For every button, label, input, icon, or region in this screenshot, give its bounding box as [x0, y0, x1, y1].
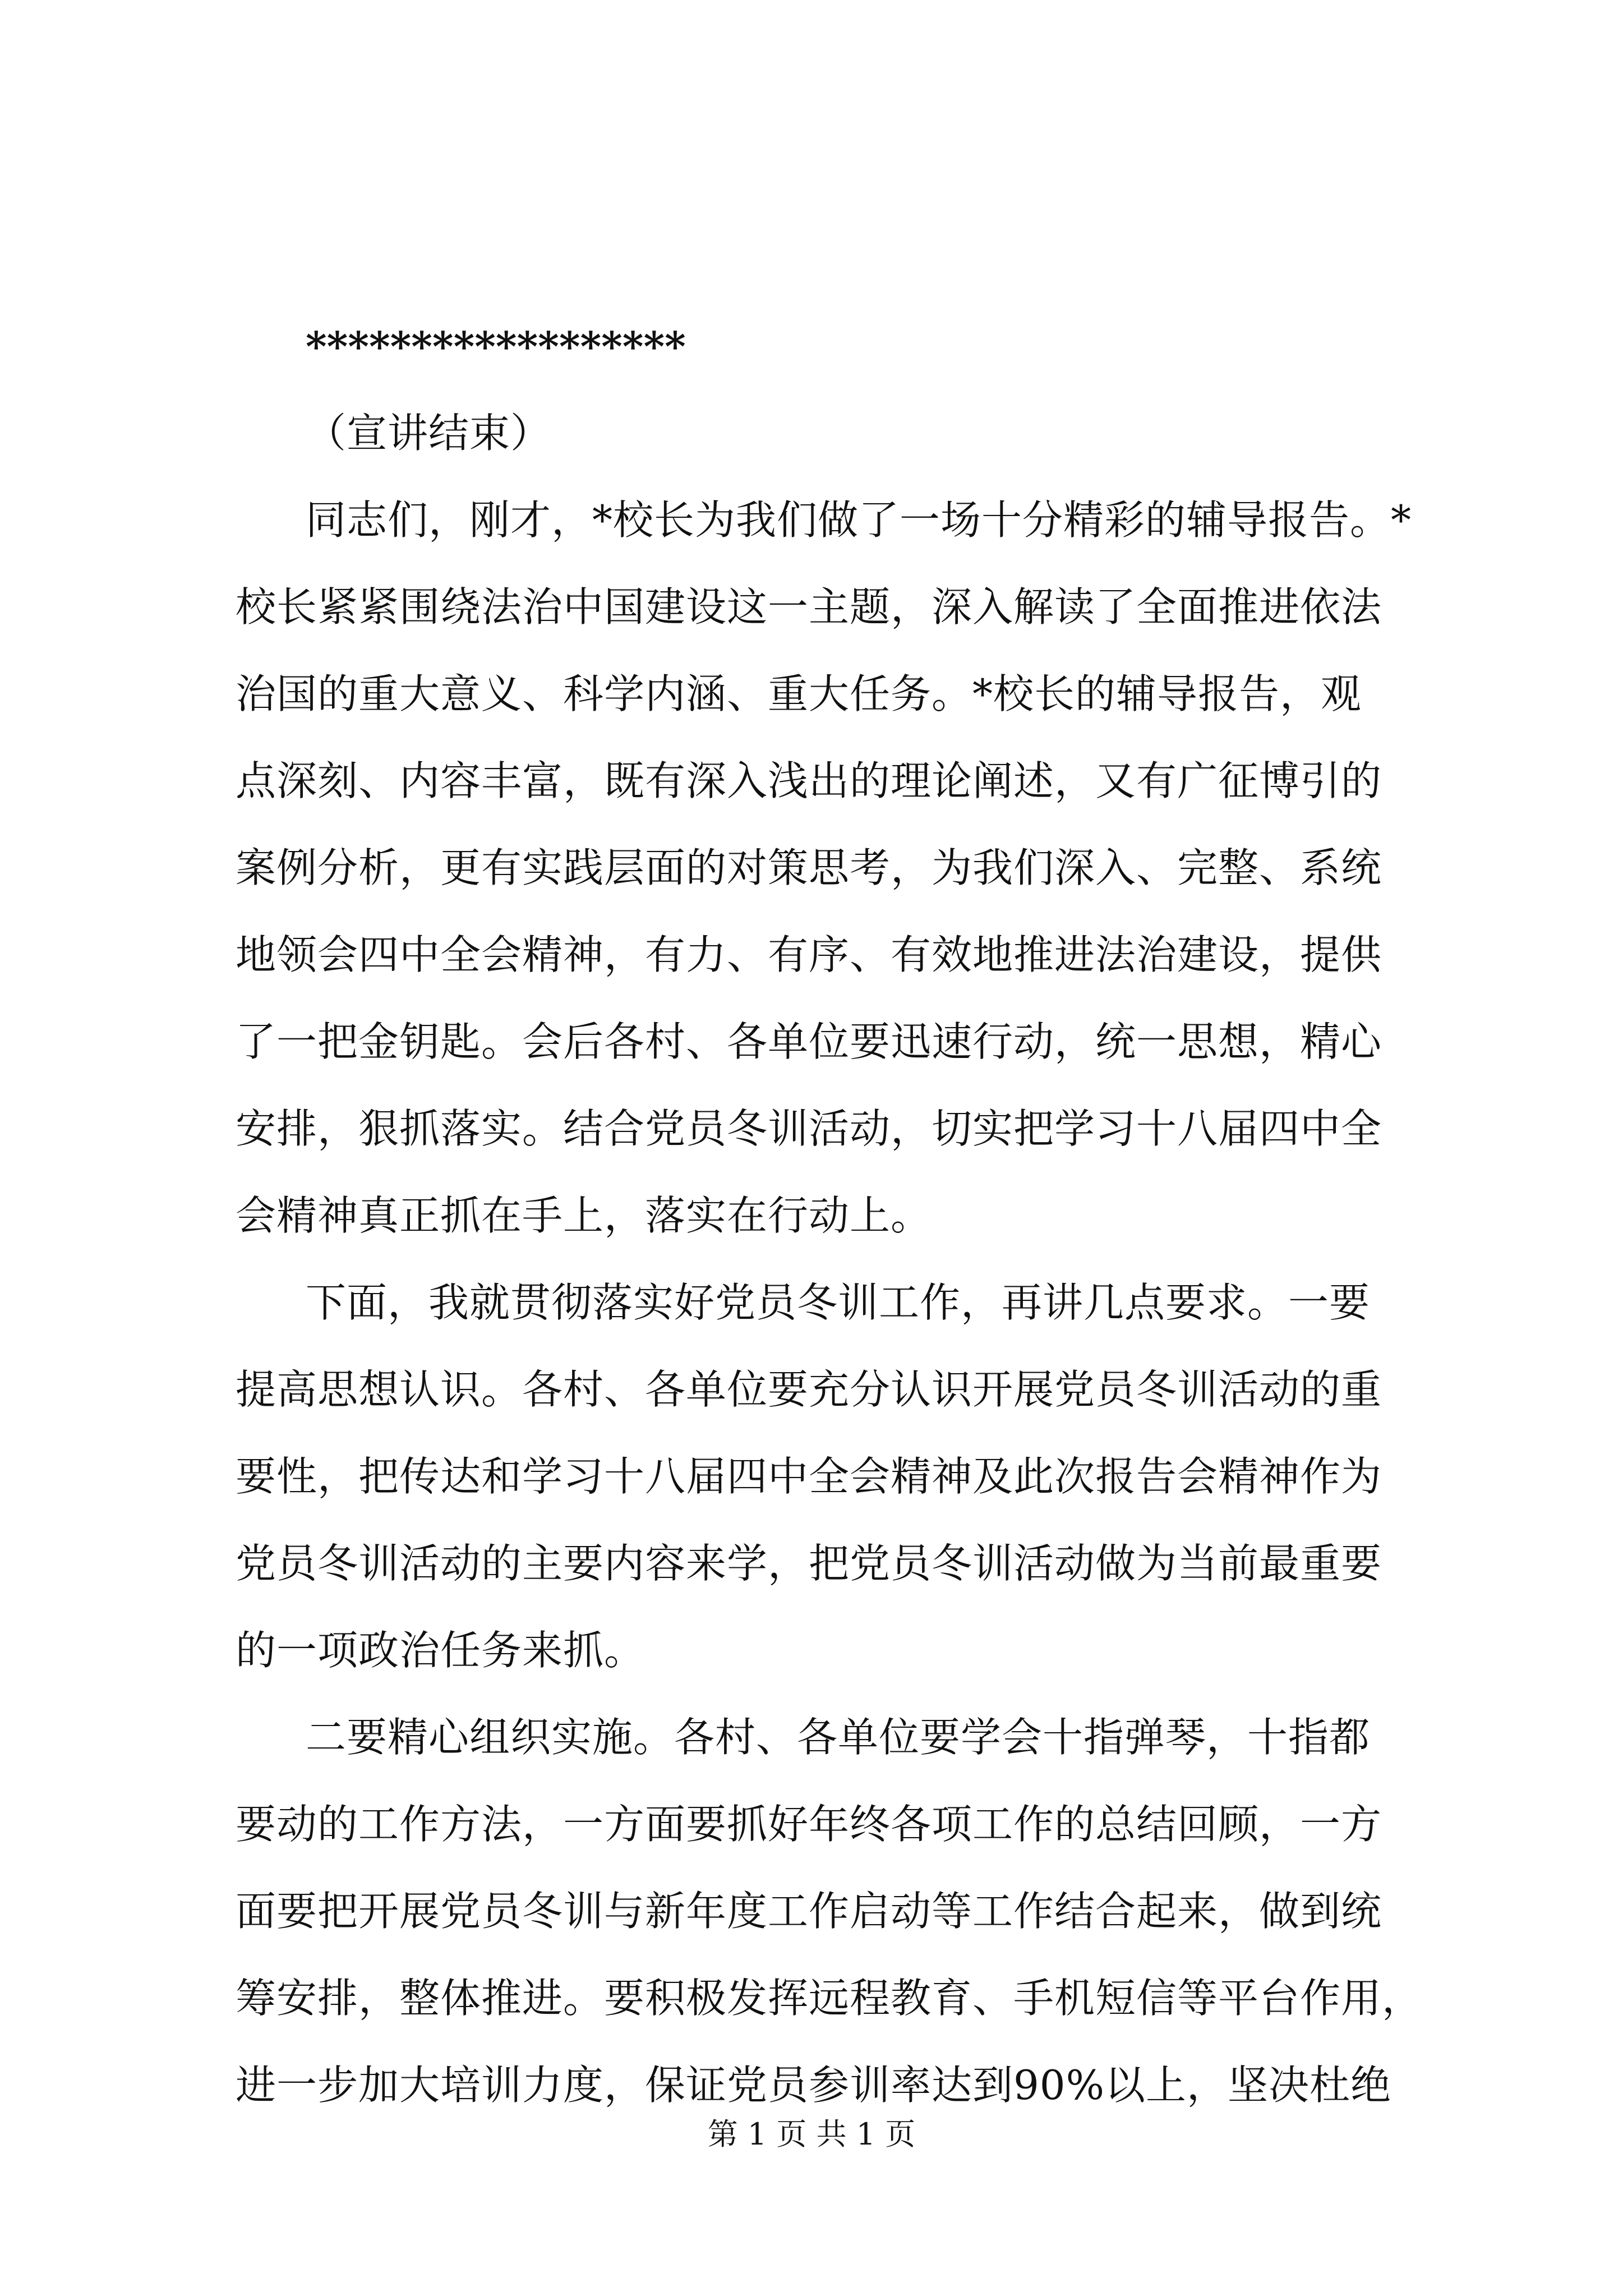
paragraph-line: 二要精心组织实施。各村、各单位要学会十指弹琴，十指都: [306, 1714, 1371, 1761]
paragraph-line: 要动的工作方法，一方面要抓好年终各项工作的总结回顾，一方: [236, 1801, 1382, 1848]
paragraph-line: 点深刻、内容丰富，既有深入浅出的理论阐述，又有广征博引的: [236, 757, 1382, 804]
paragraph-line: 面要把开展党员冬训与新年度工作启动等工作结合起来，做到统: [236, 1888, 1382, 1935]
paragraph-1: [236, 477, 1469, 1259]
paragraph-line: 校长紧紧围绕法治中国建设这一主题，深入解读了全面推进依法: [236, 583, 1382, 631]
paragraph-line: 同志们，刚才，*校长为我们做了一场十分精彩的辅导报告。*: [306, 496, 1412, 544]
paragraph-line: 案例分析，更有实践层面的对策思考，为我们深入、完整、系统: [236, 844, 1382, 891]
paragraph-line: 了一把金钥匙。会后各村、各单位要迅速行动，统一思想，精心: [236, 1018, 1382, 1065]
paragraph-line: 进一步加大培训力度，保证党员参训率达到90%以上，坚决杜绝: [236, 2062, 1392, 2109]
paragraph-line: 要性，把传达和学习十八届四中全会精神及此次报告会精神作为: [236, 1453, 1382, 1500]
paragraph-line: 地领会四中全会精神，有力、有序、有效地推进法治建设，提供: [236, 931, 1382, 978]
paragraph-line: 党员冬训活动的主要内容来学，把党员冬训活动做为当前最重要: [236, 1540, 1382, 1587]
document-body: [236, 303, 1469, 2129]
paragraph-2: [236, 1259, 1469, 1694]
paragraph-line: 下面，我就贯彻落实好党员冬训工作，再讲几点要求。一要: [306, 1279, 1371, 1326]
paragraph-line: 提高思想认识。各村、各单位要充分认识开展党员冬训活动的重: [236, 1366, 1382, 1413]
paragraph-line: 的一项政治任务来抓。: [236, 1627, 645, 1674]
paragraph-line: 安排，狠抓落实。结合党员冬训活动，切实把学习十八届四中全: [236, 1105, 1382, 1152]
paragraph-line: 筹安排，整体推进。要积极发挥远程教育、手机短信等平台作用，: [236, 1975, 1423, 2022]
paragraph-3: [236, 1694, 1469, 2129]
speech-end-note: （宣讲结束）: [306, 409, 552, 457]
paragraph-line: 会精神真正抓在手上，落实在行动上。: [236, 1192, 932, 1239]
page-footer: 第 1 页 共 1 页: [707, 2116, 916, 2152]
paragraph-line: 治国的重大意义、科学内涵、重大任务。*校长的辅导报告，观: [236, 670, 1362, 717]
separator-line: ******************: [306, 323, 686, 370]
